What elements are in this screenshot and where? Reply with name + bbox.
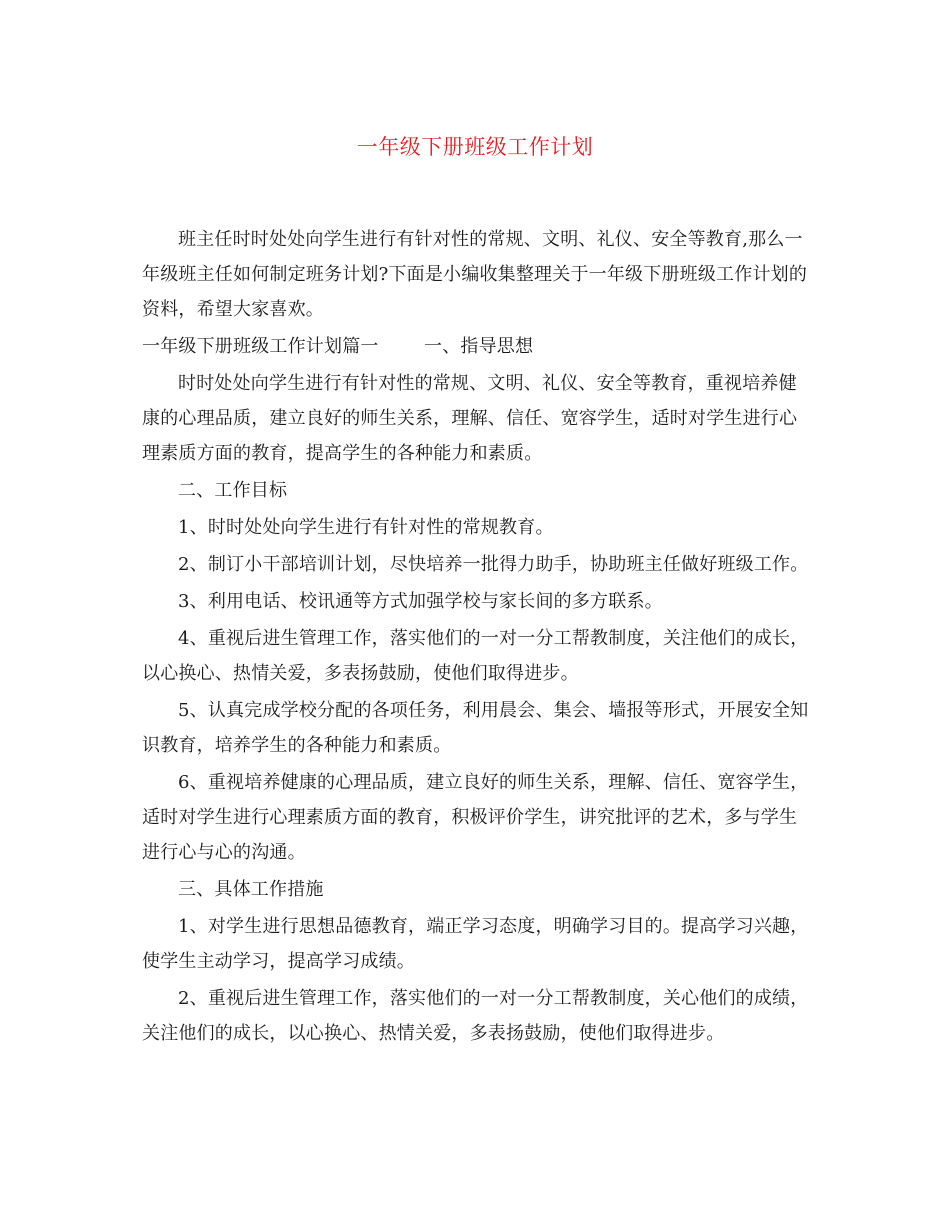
- measures-heading: 三、具体工作措施: [178, 879, 324, 900]
- goal-item: 4、重视后进生管理工作，落实他们的一对一分工帮教制度，关注他们的成长，以心换心、热情关爱，多表扬鼓励，使他们取得进步。: [142, 628, 809, 684]
- section-title: 一年级下册班级工作计划篇一: [142, 336, 379, 357]
- guiding-paragraph: 时时处处向学生进行有针对性的常规、文明、礼仪、安全等教育，重视培养健康的心理品质，建立良好的师生关系，理解、信任、宽容学生，适时对学生进行心理素质方面的教育，提高学生的各种能力和素质。: [142, 373, 798, 464]
- goal-item: 3、利用电话、校讯通等方式加强学校与家长间的多方联系。: [178, 591, 663, 612]
- goal-item: 6、重视培养健康的心理品质，建立良好的师生关系，理解、信任、宽容学生，适时对学生进行心理素质方面的教育，积极评价学生，讲究批评的艺术，多与学生进行心与心的沟通。: [142, 772, 809, 863]
- document-title: 一年级下册班级工作计划: [356, 135, 594, 159]
- goal-item: 5、认真完成学校分配的各项任务，利用晨会、集会、墙报等形式，开展安全知识教育，培养学生的各种能力和素质。: [142, 700, 809, 756]
- measure-item: 1、对学生进行思想品德教育，端正学习态度，明确学习目的。提高学习兴趣，使学生主动学习，提高学习成绩。: [142, 916, 809, 972]
- guiding-heading: 一、指导思想: [424, 336, 534, 357]
- goal-item: 2、制订小干部培训计划，尽快培养一批得力助手，协助班主任做好班级工作。: [178, 554, 809, 575]
- goals-heading: 二、工作目标: [178, 480, 288, 501]
- measure-item: 2、重视后进生管理工作，落实他们的一对一分工帮教制度，关心他们的成绩，关注他们的成长，以心换心、热情关爱，多表扬鼓励，使他们取得进步。: [142, 988, 809, 1044]
- goal-item: 1、时时处处向学生进行有针对性的常规教育。: [178, 517, 554, 538]
- document-body: [142, 222, 810, 1053]
- section-heading: [142, 329, 810, 364]
- intro-paragraph: 班主任时时处处向学生进行有针对性的常规、文明、礼仪、安全等教育,那么一年级班主任如何制定班务计划?下面是小编收集整理关于一年级下册班级工作计划的资料，希望大家喜欢。: [142, 229, 808, 320]
